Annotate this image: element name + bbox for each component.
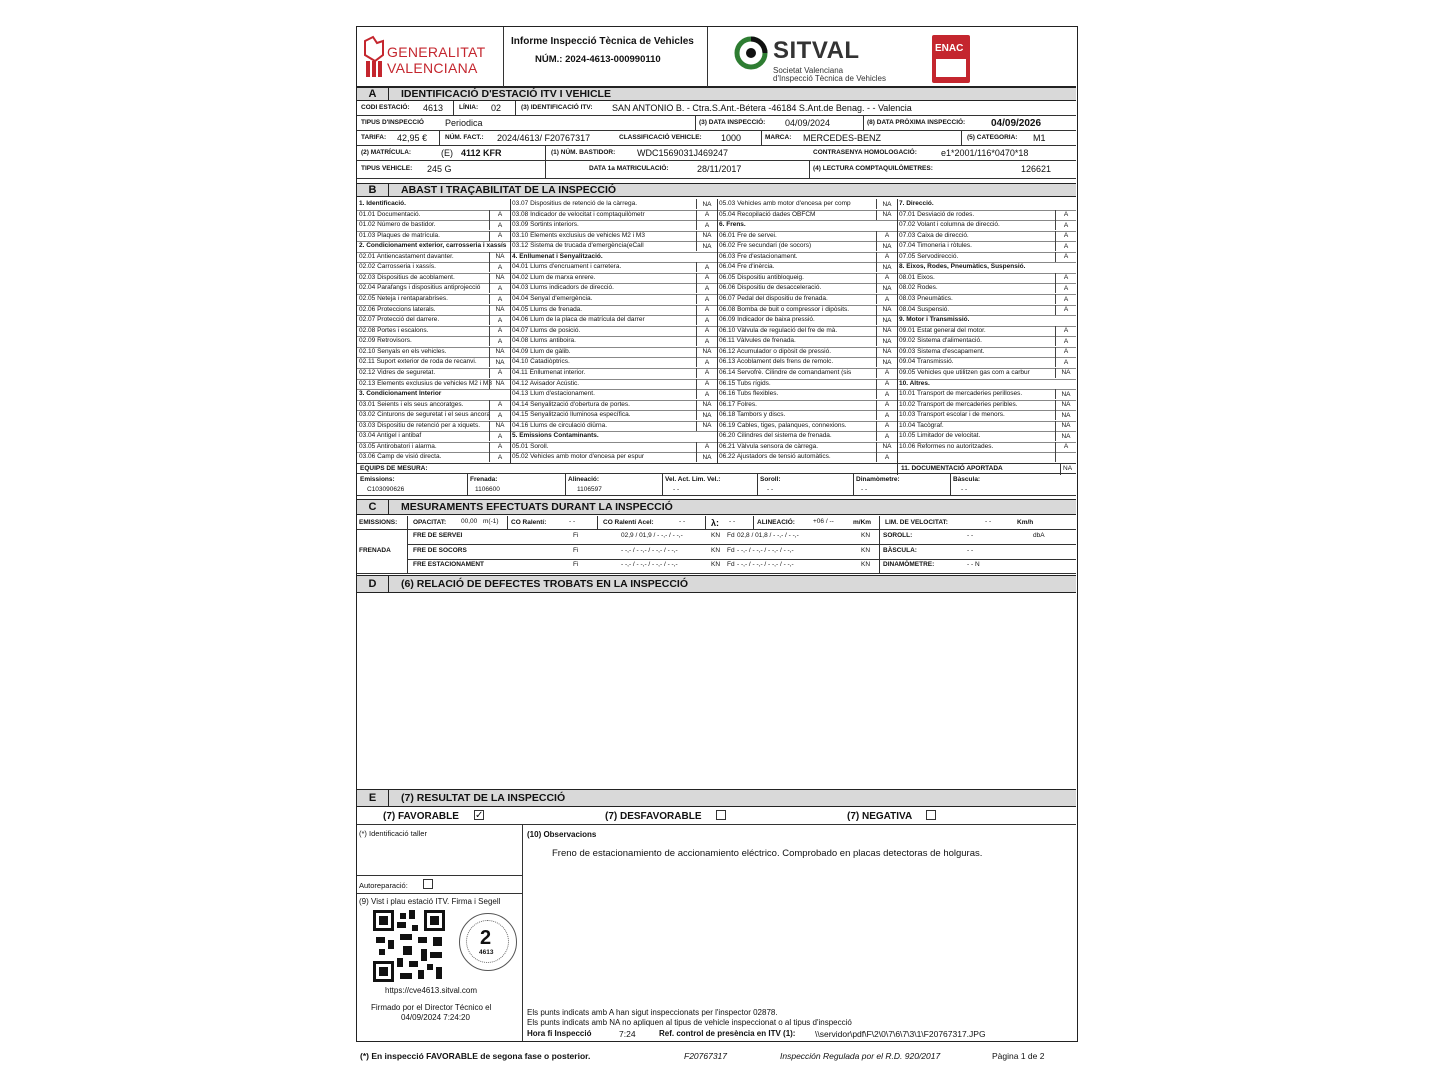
scope-item-result: A bbox=[489, 368, 510, 378]
scope-item-label: 04.04 Senyal d'emergència. bbox=[512, 295, 593, 303]
scope-item-label: 02.13 Elements exclusius de vehicles M2 i M3 bbox=[359, 379, 492, 387]
scope-item-result: NA bbox=[876, 442, 897, 452]
scope-item-result: NA bbox=[696, 410, 717, 420]
scope-item-label: 02.05 Neteja i rentaparabrises. bbox=[359, 295, 448, 303]
scope-item-label: 9. Motor i Transmissió. bbox=[899, 316, 970, 324]
scope-item-result: NA bbox=[696, 452, 717, 462]
scope-item-result: A bbox=[696, 315, 717, 325]
scope-item-label: 10.02 Transport de mercaderies peribles. bbox=[899, 400, 1018, 408]
scope-item-label: 06.08 Bomba de buit o compressor i dipòsits. bbox=[719, 305, 850, 313]
scope-item-result: NA bbox=[696, 199, 717, 209]
inspection-type-row: TIPUS D'INSPECCIÓ Periodica (3) DATA INSPECCIÓ: 04/09/2024 (8) DATA PRÒXIMA INSPECCIÓ: 04/09/2026 bbox=[357, 116, 1076, 131]
brake-socors-field: KN bbox=[711, 546, 721, 554]
scope-item-label: 02.06 Proteccions laterals. bbox=[359, 305, 436, 313]
brake-estac-field: KN bbox=[711, 561, 721, 568]
scope-item-label: 10.01 Transport de mercaderies perilloses. bbox=[899, 390, 1023, 398]
generalitat-logo-icon bbox=[363, 35, 385, 79]
scope-item-label: 07.05 Servodirecció. bbox=[899, 252, 959, 260]
scope-item-label: 03.02 Cinturons de seguretat i el seus ancora bbox=[359, 411, 491, 419]
scope-item-result: NA bbox=[1055, 431, 1076, 441]
scope-item-result: NA bbox=[696, 231, 717, 241]
plate-number: 4112 KFR bbox=[461, 148, 502, 158]
enac-logo-icon: ENAC bbox=[932, 35, 970, 83]
scope-item-result: A bbox=[696, 379, 717, 389]
scope-item-result: A bbox=[489, 210, 510, 220]
scope-item-result: A bbox=[489, 410, 510, 420]
scope-item-result: A bbox=[1055, 326, 1076, 336]
scope-item-label: 03.09 Sortints interiors. bbox=[512, 221, 579, 229]
scope-item-label: 03.05 Antirobatori i alarma. bbox=[359, 442, 437, 450]
scope-item-label: 04.15 Senyalització lluminosa específica. bbox=[512, 411, 631, 419]
scope-item-result: NA bbox=[876, 262, 897, 272]
scope-item-result: NA bbox=[876, 305, 897, 315]
scope-item-label: 10.04 Tacògraf. bbox=[899, 421, 944, 429]
scope-item-result: NA bbox=[876, 241, 897, 251]
scope-item-label: 06.07 Pedal del dispositiu de frenada. bbox=[719, 295, 828, 303]
scope-item-label: 02.10 Senyals en els vehicles. bbox=[359, 347, 447, 355]
sitval-name: SITVAL bbox=[773, 37, 860, 64]
scope-item-result: NA bbox=[876, 347, 897, 357]
scope-item-result: A bbox=[1055, 210, 1076, 220]
scope-item-label: 01.01 Documentació. bbox=[359, 210, 421, 218]
scope-item-result: NA bbox=[696, 347, 717, 357]
scope-item-result: NA bbox=[1055, 410, 1076, 420]
scope-item-label: 04.11 Enllumenat interior. bbox=[512, 368, 586, 376]
scope-item-label: 04.01 Llums d'encruament i carretera. bbox=[512, 263, 622, 271]
self-repair-checkbox[interactable] bbox=[423, 879, 433, 889]
scope-item-result: A bbox=[1055, 294, 1076, 304]
scope-item-result bbox=[1055, 452, 1076, 462]
scope-item-label: 1. Identificació. bbox=[359, 200, 406, 207]
scope-item-label: 5. Emissions Contaminants. bbox=[512, 432, 599, 440]
scope-item-label: 06.13 Acoblament dels frens de remolc. bbox=[719, 358, 834, 366]
brake-estac-field: - -,- / - -,- / - -,- / - -,- bbox=[737, 561, 794, 568]
brake-socors-field: - -,- / - -,- / - -,- / - -,- bbox=[621, 546, 678, 554]
report-title: Informe Inspecció Tècnica de Vehicles bbox=[511, 36, 694, 47]
report-number: NÚM.: 2024-4613-000990110 bbox=[535, 54, 661, 65]
scope-item-label: 06.18 Tambors y discs. bbox=[719, 411, 786, 419]
scope-item-result: A bbox=[489, 400, 510, 410]
presence-ref-label: Ref. control de presència en ITV (1): bbox=[659, 1029, 796, 1038]
brake-estac-field: KN bbox=[861, 561, 871, 568]
scope-item-result: A bbox=[1055, 220, 1076, 230]
scope-item-result: NA bbox=[489, 252, 510, 262]
report-header bbox=[357, 27, 1076, 87]
scope-item-label: 06.20 Cilindres del sistema de frenada. bbox=[719, 432, 832, 440]
scope-item-label: 03.10 Elements exclusius de vehicles M2 i M3 bbox=[512, 231, 645, 239]
scope-item-result: NA bbox=[876, 357, 897, 367]
workshop-label: (*) Identificació taller bbox=[359, 829, 427, 838]
scope-item-result: A bbox=[696, 262, 717, 272]
footer-code: F20767317 bbox=[684, 1051, 728, 1061]
sitval-subtitle-2: d'Inspecció Tècnica de Vehicles bbox=[773, 74, 887, 83]
section-b-header: B ABAST I TRAÇABILITAT DE LA INSPECCIÓ bbox=[357, 183, 1076, 197]
brake-servei-field: 02,9 / 01,9 / - -,- / - -,- bbox=[621, 532, 683, 539]
footer-page: Pàgina 1 de 2 bbox=[992, 1051, 1045, 1061]
scope-item-label: 01.03 Plaques de matrícula. bbox=[359, 231, 440, 239]
scope-item-label: 05.03 Vehicles amb motor d'encesa per comp bbox=[719, 200, 851, 207]
scope-item-result: A bbox=[1055, 347, 1076, 357]
scope-item-result: NA bbox=[1055, 400, 1076, 410]
scope-item-result: NA bbox=[489, 357, 510, 367]
brake-servei-field: KN bbox=[861, 532, 871, 539]
section-e-header: E (7) RESULTAT DE LA INSPECCIÓ bbox=[357, 789, 1076, 807]
scope-item-label: 08.02 Rodes. bbox=[899, 284, 938, 292]
end-time-label: Hora fi Inspecció bbox=[527, 1029, 592, 1038]
scope-item-label: 06.22 Ajustadors de tensió automàtics. bbox=[719, 453, 831, 461]
scope-item-result: A bbox=[489, 283, 510, 293]
scope-item-label: 04.05 Llums de frenada. bbox=[512, 305, 583, 313]
scope-item-label: 06.17 Folres. bbox=[719, 400, 757, 408]
scope-item-label: 3. Condicionament Interior bbox=[359, 390, 442, 398]
scope-item-result: A bbox=[876, 410, 897, 420]
brake-servei-field: Fd bbox=[727, 532, 735, 539]
scope-item-label: 04.16 Llums de circulació diürna. bbox=[512, 421, 608, 429]
scope-item-label: 06.14 Servofrè. Cilindre de comandament (sis bbox=[719, 368, 852, 376]
scope-item-result: A bbox=[1055, 357, 1076, 367]
brake-servei-field: - - bbox=[967, 532, 974, 539]
scope-item-result: A bbox=[489, 326, 510, 336]
scope-item-result: NA bbox=[489, 305, 510, 315]
sitval-subtitle-1: Societat Valenciana bbox=[773, 66, 844, 75]
scope-item-result: A bbox=[1055, 336, 1076, 346]
scope-item-label: 05.02 Vehicles amb motor d'encesa per espur bbox=[512, 453, 645, 461]
scope-item-label: 2. Condicionament exterior, carrosseria i xassís bbox=[359, 242, 507, 250]
scope-item-label: 04.07 Llums de posició. bbox=[512, 326, 581, 334]
scope-item-result: A bbox=[1055, 252, 1076, 262]
scope-item-label: 02.09 Retrovisors. bbox=[359, 337, 412, 345]
scope-item-result: NA bbox=[876, 210, 897, 220]
scope-item-label: 05.01 Soroll. bbox=[512, 442, 549, 450]
scope-item-label: 09.03 Sistema d'escapament. bbox=[899, 347, 985, 355]
scope-item-label: 01.02 Número de bastidor. bbox=[359, 221, 436, 229]
scope-item-label: 06.10 Vàlvula de regulació del fre de mà. bbox=[719, 326, 838, 334]
scope-item-result: A bbox=[876, 379, 897, 389]
scope-item-result: A bbox=[1055, 283, 1076, 293]
signed-by: Firmado por el Director Técnico el bbox=[371, 1003, 492, 1012]
scope-item-label: 06.02 Fre secundari (de socors) bbox=[719, 242, 812, 250]
scope-item-result: A bbox=[696, 336, 717, 346]
brake-socors-field: Fi bbox=[573, 546, 579, 554]
scope-item-result: A bbox=[696, 220, 717, 230]
scope-item-result: A bbox=[489, 315, 510, 325]
brake-servei-field: KN bbox=[711, 532, 721, 539]
defects-area bbox=[357, 593, 1076, 789]
generalitat-name-line2: VALENCIANA bbox=[387, 60, 478, 76]
scope-item-result: A bbox=[876, 400, 897, 410]
scope-item-label: 04.06 Llum de la placa de matrícula del darrer bbox=[512, 316, 645, 324]
emissions-row: EMISSIONS: OPACITAT: 00,00 m(-1) CO Ralentí: - - CO Ralentí Acel: - - λ: - - ALINEACIÓ: +06 / -- m/Km LIM. DE VELOCITAT: - - Km/h bbox=[357, 516, 1076, 530]
scope-item-result: A bbox=[696, 442, 717, 452]
presence-ref: \\servidor\pdf\F\2\0\7\6\7\3\1\F20767317.JPG bbox=[815, 1029, 986, 1039]
scope-item-label: 10. Altres. bbox=[899, 379, 930, 387]
scope-item-label: 06.16 Tubs flexibles. bbox=[719, 390, 779, 398]
brake-estac-field: FRE ESTACIONAMENT bbox=[413, 561, 485, 568]
scope-item-label: 09.05 Vehicles que utilitzen gas com a carbur bbox=[899, 368, 1030, 376]
brake-estac-field: - - N bbox=[967, 561, 980, 568]
scope-item-label: 06.09 Indicador de baixa pressió. bbox=[719, 316, 815, 324]
scope-item-label: 02.12 Vidres de seguretat. bbox=[359, 368, 436, 376]
scope-item-label: 06.12 Acumulador o dipòsit de pressió. bbox=[719, 347, 832, 355]
qr-code-icon bbox=[373, 910, 445, 982]
scope-item-result: A bbox=[1055, 305, 1076, 315]
scope-item-label: 03.12 Sistema de trucada d'emergència(eCall bbox=[512, 242, 644, 250]
official-stamp: 2 4613 bbox=[459, 913, 517, 971]
scope-item-label: 08.03 Pneumàtics. bbox=[899, 295, 953, 303]
brake-estac-field: Fi bbox=[573, 561, 579, 568]
scope-item-result: NA bbox=[489, 379, 510, 389]
scope-item-result: A bbox=[876, 273, 897, 283]
scope-item-result: NA bbox=[876, 336, 897, 346]
scope-item-result: A bbox=[876, 421, 897, 431]
scope-item-label: 06.06 Dispositiu de desacceleració. bbox=[719, 284, 822, 292]
scope-item-result: A bbox=[489, 262, 510, 272]
end-time: 7:24 bbox=[619, 1029, 636, 1039]
scope-item-label: 04.02 Llum de marxa enrere. bbox=[512, 273, 596, 281]
generalitat-name-line1: GENERALITAT bbox=[387, 44, 486, 60]
scope-item-result: A bbox=[696, 368, 717, 378]
scope-item-label: 02.02 Carrosseria i xassís. bbox=[359, 263, 436, 271]
scope-item-label: 02.04 Parafangs i dispositius antiprojecció bbox=[359, 284, 481, 292]
scope-item-result: NA bbox=[1055, 368, 1076, 378]
brake-socors-field: FRE DE SOCORS bbox=[413, 546, 467, 554]
scope-item-result: A bbox=[489, 220, 510, 230]
scope-item-label: 07.03 Caixa de direcció. bbox=[899, 231, 969, 239]
scope-item-result: NA bbox=[489, 347, 510, 357]
scope-item-label: 06.11 Vàlvules de frenada. bbox=[719, 337, 796, 345]
scope-item-result: NA bbox=[1055, 421, 1076, 431]
equipment-row: Emissions: C103090626 Frenada: 1106600 Alineació: 1106597 Vel. Act. Lim. Vel.: - - Soroll: - - Dinamòmetre: - - Bàscula: - - bbox=[357, 474, 1076, 496]
scope-item-label: 02.11 Suport exterior de roda de recanvi. bbox=[359, 358, 477, 366]
scope-item-label: 10.06 Reformes no autoritzades. bbox=[899, 442, 994, 450]
not-applicable-note: Els punts indicats amb NA no apliquen al tipus de vehicle inspeccionat o al tipus d'inspecció bbox=[527, 1018, 852, 1027]
scope-item-result: A bbox=[489, 336, 510, 346]
scope-item-label: 09.01 Estat general del motor. bbox=[899, 326, 986, 334]
footer-regulation: Inspección Regulada por el R.D. 920/2017 bbox=[780, 1051, 941, 1061]
scope-item-label: 10.05 Limitador de velocitat. bbox=[899, 432, 981, 440]
scope-item-label: 02.01 Antiencastament davanter. bbox=[359, 252, 454, 260]
scope-item-label: 03.08 Indicador de velocitat i comptaquilòmetr bbox=[512, 210, 645, 218]
scope-item-label: 04.14 Senyalització d'obertura de portes. bbox=[512, 400, 630, 408]
scope-item-label: 02.08 Portes i escalons. bbox=[359, 326, 429, 334]
signed-date: 04/09/2024 7:24:20 bbox=[401, 1013, 470, 1022]
brake-socors-field: KN bbox=[861, 546, 871, 554]
plate-row: (2) MATRÍCULA: (E) 4112 KFR (1) NÚM. BASTIDOR: WDC1569031J469247 CONTRASENYA HOMOLOGACIÓ: e1*2001/116*0470*18 bbox=[357, 146, 1076, 161]
inspection-scope-grid bbox=[357, 199, 1076, 463]
scope-item-label: 06.05 Dispositiu antibloqueig. bbox=[719, 273, 804, 281]
negative-checkbox[interactable] bbox=[926, 810, 936, 820]
station-approval-label: (9) Vist i plau estació ITV. Firma i Segell bbox=[359, 897, 501, 906]
scope-item-label: 09.02 Sistema d'alimentació. bbox=[899, 337, 982, 345]
scope-item-result: A bbox=[1055, 442, 1076, 452]
scope-item-label: 07.01 Desviació de rodes. bbox=[899, 210, 975, 218]
favorable-checkbox[interactable]: ✓ bbox=[475, 810, 484, 821]
scope-item-result: A bbox=[696, 305, 717, 315]
brake-servei-field: SOROLL: bbox=[883, 532, 913, 539]
scope-item-result: A bbox=[876, 252, 897, 262]
inspection-report bbox=[356, 26, 1078, 1042]
scope-item-label: 03.07 Dispositius de retenció de la càrrega. bbox=[512, 200, 638, 207]
scope-item-result: NA bbox=[876, 283, 897, 293]
scope-item-result: A bbox=[489, 442, 510, 452]
scope-item-label: 06.01 Fre de servei. bbox=[719, 231, 777, 239]
scope-item-label: 06.15 Tubs rígids. bbox=[719, 379, 771, 387]
inspected-note: Els punts indicats amb A han sigut inspeccionats per l'inspector 02878. bbox=[527, 1008, 778, 1017]
brake-servei-field: FRE DE SERVEI bbox=[413, 532, 463, 539]
scope-item-result: A bbox=[489, 431, 510, 441]
observations-text: Freno de estacionamiento de accionamiento eléctrico. Comprobado en placas detectoras de holguras. bbox=[552, 848, 983, 859]
scope-item-result: A bbox=[489, 452, 510, 462]
scope-item-label: 06.19 Cables, tiges, palanques, connexions. bbox=[719, 421, 847, 429]
scope-item-label: 08.01 Eixos. bbox=[899, 273, 935, 281]
scope-item-label: 4. Enllumenat i Senyalització. bbox=[512, 252, 603, 260]
scope-item-label: 6. Frens. bbox=[719, 221, 746, 229]
scope-item-result: NA bbox=[876, 315, 897, 325]
scope-item-label bbox=[899, 452, 1052, 462]
scope-item-label: 04.10 Catadiòptrics. bbox=[512, 358, 570, 366]
scope-item-label: 04.08 Llums antiboira. bbox=[512, 337, 576, 345]
scope-item-result: A bbox=[876, 294, 897, 304]
scope-item-label: 09.04 Transmissió. bbox=[899, 358, 954, 366]
scope-item-label: 7. Direcció. bbox=[899, 200, 934, 207]
vehicle-type-row: TIPUS VEHICLE: 245 G DATA 1a MATRICULACIÓ: 28/11/2017 (4) LECTURA COMPTAQUILÒMETRES: 126621 bbox=[357, 161, 1076, 179]
tariff-row: TARIFA: 42,95 € NÚM. FACT.: 2024/4613/ F20767317 CLASSIFICACIÓ VEHICLE: 1000 MARCA: MERCEDES-BENZ (5) CATEGORIA: M1 bbox=[357, 131, 1076, 146]
scope-item-label: 8. Eixos, Rodes, Pneumàtics, Suspensió. bbox=[899, 263, 1026, 271]
section-a-header: A IDENTIFICACIÓ D'ESTACIÓ ITV I VEHICLE bbox=[357, 87, 1076, 101]
equipment-header-row: EQUIPS DE MESURA: 11. DOCUMENTACIÓ APORTADA NA bbox=[357, 463, 1076, 474]
scope-item-result: NA bbox=[696, 421, 717, 431]
scope-item-result: NA bbox=[696, 241, 717, 251]
scope-item-result: A bbox=[876, 231, 897, 241]
braking-block: FRENADA FRE DE SERVEI Fi 02,9 / 01,9 / - -,- / - -,- KN Fd 02,8 / 01,8 / - -,- / - -,- KN SOROLL: - - dbA FRE DE SOCORS Fi - -,- / - -,- / - -,- / - -,- KN Fd - -,- / - -,- / - -,- / - -,- KN BÀSCULA: - - FRE ESTACIONAMENT Fi - -,- / - -,- / - -,- / - -,- KN Fd - -,- / - -,- / - -,- / - -,- KN DINAMÒMETRE: - - N bbox=[357, 530, 1076, 574]
scope-item-label: 04.09 Llum de gàlib. bbox=[512, 347, 571, 355]
scope-item-result: A bbox=[696, 283, 717, 293]
observations-label: (10) Observacions bbox=[527, 830, 597, 839]
brake-estac-field: - -,- / - -,- / - -,- / - -,- bbox=[621, 561, 678, 568]
section-c-header: C MESURAMENTS EFECTUATS DURANT LA INSPECCIÓ bbox=[357, 499, 1076, 515]
brake-estac-field: Fd bbox=[727, 561, 735, 568]
scope-item-result: A bbox=[696, 326, 717, 336]
scope-item-label: 06.03 Fre d'estacionament. bbox=[719, 252, 798, 260]
footer-note: (*) En inspecció FAVORABLE de segona fase o posterior. bbox=[360, 1051, 591, 1061]
result-row: (7) FAVORABLE ✓ (7) DESFAVORABLE (7) NEGATIVA bbox=[357, 807, 1076, 825]
scope-item-result: NA bbox=[1055, 389, 1076, 399]
scope-item-label: 02.07 Protecció del darrere. bbox=[359, 316, 440, 324]
brake-socors-field: BÀSCULA: bbox=[883, 546, 917, 554]
scope-item-result: A bbox=[876, 431, 897, 441]
scope-item-result: A bbox=[876, 368, 897, 378]
verification-url[interactable]: https://cve4613.sitval.com bbox=[385, 986, 478, 995]
scope-item-label: 04.12 Avisador Acústic. bbox=[512, 379, 580, 387]
brake-socors-field: - -,- / - -,- / - -,- / - -,- bbox=[737, 546, 794, 554]
scope-item-result: NA bbox=[696, 400, 717, 410]
scope-item-result: A bbox=[1055, 241, 1076, 251]
scope-item-label: 07.02 Volant i columna de direcció. bbox=[899, 221, 1000, 229]
scope-item-result: A bbox=[696, 357, 717, 367]
station-row: CODI ESTACIÓ: 4613 LÍNIA: 02 (3) IDENTIFICACIÓ ITV: SAN ANTONIO B. - Ctra.S.Ant.-Bétera -46184 S.Ant.de Benag. - - Valencia bbox=[357, 101, 1076, 116]
sitval-logo-icon bbox=[733, 35, 769, 71]
scope-item-result: A bbox=[696, 273, 717, 283]
brake-servei-field: 02,8 / 01,8 / - -,- / - -,- bbox=[737, 532, 799, 539]
scope-item-label: 07.04 Timoneria i ròtules. bbox=[899, 242, 972, 250]
brake-servei-field: Fi bbox=[573, 532, 579, 539]
brake-servei-field: dbA bbox=[1033, 532, 1045, 539]
brake-socors-field: Fd bbox=[727, 546, 735, 554]
scope-item-result: A bbox=[489, 294, 510, 304]
scope-item-result: A bbox=[876, 389, 897, 399]
scope-item-result: NA bbox=[489, 273, 510, 283]
scope-item-label: 06.04 Fre d'inèrcia. bbox=[719, 263, 775, 271]
section-d-header: D (6) RELACIÓ DE DEFECTES TROBATS EN LA INSPECCIÓ bbox=[357, 575, 1076, 593]
scope-item-result: A bbox=[696, 210, 717, 220]
scope-item-label: 10.03 Transport escolar i de menors. bbox=[899, 411, 1005, 419]
scope-item-label: 04.13 Llum d'estacionament. bbox=[512, 390, 595, 398]
unfavorable-checkbox[interactable] bbox=[716, 810, 726, 820]
scope-item-label: 03.04 Antigel i antibaf bbox=[359, 432, 422, 440]
scope-item-label: 08.04 Suspensió. bbox=[899, 305, 950, 313]
scope-item-result: A bbox=[876, 452, 897, 462]
scope-item-result: A bbox=[1055, 273, 1076, 283]
brake-socors-field: - - bbox=[967, 546, 974, 554]
scope-item-label: 04.03 Llums indicadors de direcció. bbox=[512, 284, 614, 292]
scope-item-result: A bbox=[696, 294, 717, 304]
brake-estac-field: DINAMÒMETRE: bbox=[883, 561, 935, 568]
scope-item-label: 05.04 Recopilació dades OBFCM bbox=[719, 210, 816, 218]
scope-item-label: 03.01 Seients i els seus ancoratges. bbox=[359, 400, 464, 408]
scope-item-result: NA bbox=[489, 421, 510, 431]
scope-item-result: NA bbox=[876, 326, 897, 336]
scope-item-result: A bbox=[1055, 231, 1076, 241]
scope-item-result: A bbox=[696, 389, 717, 399]
scope-item-result: A bbox=[489, 231, 510, 241]
scope-item-label: 03.03 Dispositiu de retenció per a xiquets. bbox=[359, 421, 481, 429]
self-repair-label: Autoreparació: bbox=[359, 881, 408, 890]
scope-item-label: 06.21 Vàlvula sensora de càrrega. bbox=[719, 442, 819, 450]
scope-item-label: 02.03 Dispositius de acoblament. bbox=[359, 273, 455, 281]
scope-item-result: NA bbox=[876, 199, 897, 209]
scope-item-label: 03.06 Camp de visió directa. bbox=[359, 453, 442, 461]
